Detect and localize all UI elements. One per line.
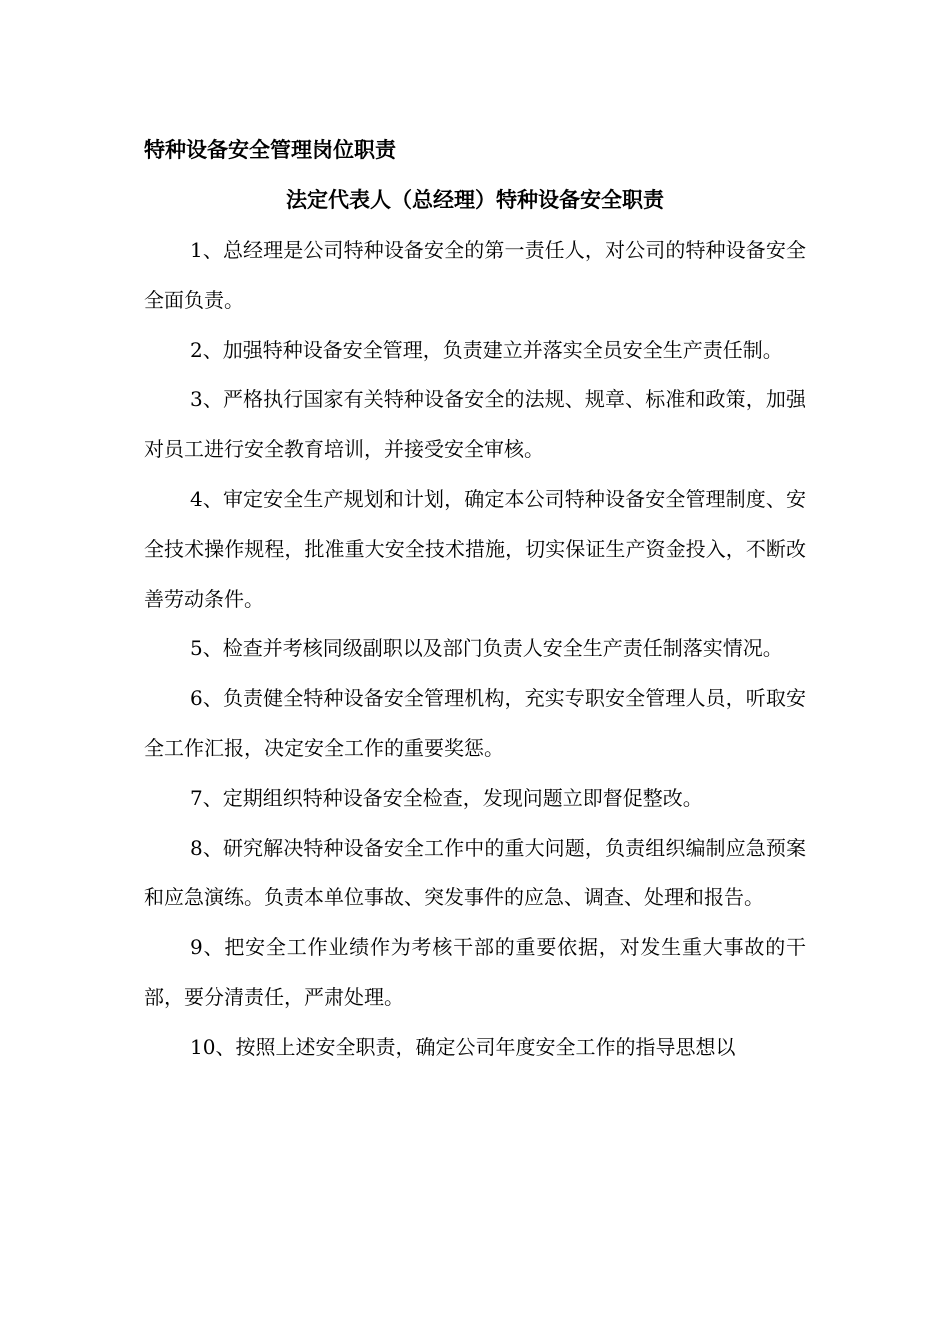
paragraph-7: 7、定期组织特种设备安全检查，发现问题立即督促整改。 <box>190 785 703 810</box>
document-title: 特种设备安全管理岗位职责 <box>144 137 396 162</box>
paragraph-2: 2、加强特种设备安全管理，负责建立并落实全员安全生产责任制。 <box>190 337 783 362</box>
paragraph-6: 6、负责健全特种设备安全管理机构，充实专职安全管理人员，听取安全工作汇报，决定安全工作的重要奖惩。 <box>144 686 806 760</box>
paragraph-3: 3、严格执行国家有关特种设备安全的法规、规章、标准和政策，加强对员工进行安全教育培训，并接受安全审核。 <box>144 387 806 462</box>
paragraph-10: 10、按照上述安全职责，确定公司年度安全工作的指导思想以 <box>190 1034 736 1059</box>
document-body <box>144 226 806 1073</box>
paragraph-1: 1、总经理是公司特种设备安全的第一责任人，对公司的特种设备安全全面负责。 <box>144 238 806 312</box>
paragraph-8: 8、研究解决特种设备安全工作中的重大问题，负责组织编制应急预案和应急演练。负责本单位事故、突发事件的应急、调查、处理和报告。 <box>144 835 806 910</box>
paragraph-9: 9、把安全工作业绩作为考核干部的重要依据，对发生重大事故的干部，要分清责任，严肃处理。 <box>144 935 806 1009</box>
paragraph-5: 5、检查并考核同级副职以及部门负责人安全生产责任制落实情况。 <box>190 636 783 661</box>
paragraph-4: 4、审定安全生产规划和计划，确定本公司特种设备安全管理制度、安全技术操作规程，批准重大安全技术措施，切实保证生产资金投入，不断改善劳动条件。 <box>144 486 806 611</box>
section-title: 法定代表人（总经理）特种设备安全职责 <box>286 187 664 212</box>
